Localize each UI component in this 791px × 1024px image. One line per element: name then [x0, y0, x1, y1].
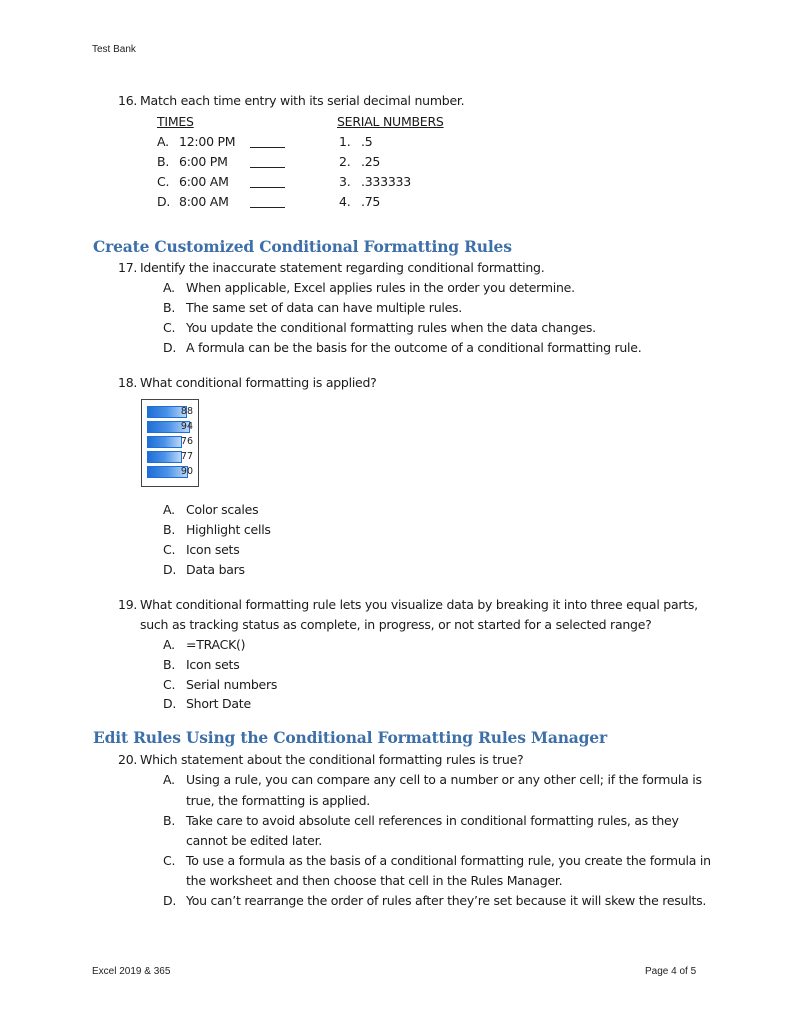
- section-heading: Create Customized Conditional Formatting Rules: [93, 237, 512, 256]
- option-text-cont: the worksheet and then choose that cell in the Rules Manager.: [186, 873, 563, 888]
- data-bar-value: 77: [180, 451, 193, 462]
- option-letter: D.: [163, 893, 177, 908]
- answer-blank[interactable]: [250, 167, 285, 168]
- data-bar-value: 76: [180, 436, 193, 447]
- footer-page-number: Page 4 of 5: [645, 966, 697, 977]
- option-letter: B.: [163, 657, 176, 672]
- time-letter: B.: [157, 154, 170, 169]
- time-value: 6:00 AM: [179, 174, 229, 189]
- option-text: Short Date: [186, 696, 251, 711]
- option-text: Serial numbers: [186, 677, 278, 692]
- option-text: The same set of data can have multiple rules.: [186, 300, 463, 315]
- section-heading: Edit Rules Using the Conditional Formatting Rules Manager: [93, 728, 607, 747]
- option-text: A formula can be the basis for the outcome of a conditional formatting rule.: [186, 340, 642, 355]
- serial-value: .333333: [361, 174, 411, 189]
- serial-num: 2.: [339, 154, 351, 169]
- time-letter: D.: [157, 194, 171, 209]
- option-letter: C.: [163, 320, 176, 335]
- q19-text-line1: What conditional formatting rule lets you visualize data by breaking it into three equal parts,: [140, 597, 698, 612]
- option-text: Icon sets: [186, 542, 240, 557]
- q16-text: Match each time entry with its serial decimal number.: [140, 93, 465, 108]
- option-text: Icon sets: [186, 657, 240, 672]
- page-header: Test Bank: [92, 44, 136, 55]
- q18-text: What conditional formatting is applied?: [140, 375, 377, 390]
- q20-text: Which statement about the conditional formatting rules is true?: [140, 752, 524, 767]
- time-value: 6:00 PM: [179, 154, 228, 169]
- q17-number: 17.: [118, 260, 138, 275]
- q19-number: 19.: [118, 597, 138, 612]
- answer-blank[interactable]: [250, 147, 285, 148]
- data-bar-value: 90: [180, 466, 193, 477]
- option-text-cont: true, the formatting is applied.: [186, 793, 371, 808]
- option-letter: D.: [163, 340, 177, 355]
- time-value: 12:00 PM: [179, 134, 236, 149]
- option-letter: A.: [163, 502, 175, 517]
- q17-text: Identify the inaccurate statement regarding conditional formatting.: [140, 260, 545, 275]
- serial-value: .75: [361, 194, 381, 209]
- serial-value: .5: [361, 134, 373, 149]
- option-text-cont: cannot be edited later.: [186, 833, 323, 848]
- data-bar-value: 94: [180, 421, 193, 432]
- option-letter: A.: [163, 637, 175, 652]
- option-text: Highlight cells: [186, 522, 271, 537]
- time-value: 8:00 AM: [179, 194, 229, 209]
- option-letter: A.: [163, 772, 175, 787]
- option-letter: D.: [163, 562, 177, 577]
- serial-header: SERIAL NUMBERS: [337, 114, 444, 129]
- time-letter: C.: [157, 174, 170, 189]
- option-letter: A.: [163, 280, 175, 295]
- option-letter: B.: [163, 522, 176, 537]
- option-text: Color scales: [186, 502, 259, 517]
- option-letter: B.: [163, 300, 176, 315]
- option-letter: C.: [163, 853, 176, 868]
- serial-num: 4.: [339, 194, 351, 209]
- option-letter: C.: [163, 542, 176, 557]
- option-text: =TRACK(): [186, 637, 246, 652]
- q18-number: 18.: [118, 375, 138, 390]
- footer-left: Excel 2019 & 365: [92, 966, 171, 977]
- data-bar-value: 88: [180, 406, 193, 417]
- option-text: To use a formula as the basis of a conditional formatting rule, you create the formula in: [186, 853, 711, 868]
- option-text: Take care to avoid absolute cell references in conditional formatting rules, as they: [186, 813, 679, 828]
- time-letter: A.: [157, 134, 169, 149]
- q20-number: 20.: [118, 752, 138, 767]
- option-text: Using a rule, you can compare any cell to a number or any other cell; if the formula is: [186, 772, 702, 787]
- answer-blank[interactable]: [250, 187, 285, 188]
- option-text: When applicable, Excel applies rules in the order you determine.: [186, 280, 575, 295]
- data-bars-image: [141, 399, 199, 487]
- serial-value: .25: [361, 154, 381, 169]
- serial-num: 3.: [339, 174, 351, 189]
- q16-number: 16.: [118, 93, 138, 108]
- option-text: You update the conditional formatting rules when the data changes.: [186, 320, 596, 335]
- option-letter: C.: [163, 677, 176, 692]
- option-text: Data bars: [186, 562, 245, 577]
- option-letter: D.: [163, 696, 177, 711]
- answer-blank[interactable]: [250, 207, 285, 208]
- option-letter: B.: [163, 813, 176, 828]
- serial-num: 1.: [339, 134, 351, 149]
- times-header: TIMES: [157, 114, 194, 129]
- q19-text-line2: such as tracking status as complete, in progress, or not started for a selected range?: [140, 617, 652, 632]
- option-text: You can’t rearrange the order of rules after they’re set because it will skew the results.: [186, 893, 707, 908]
